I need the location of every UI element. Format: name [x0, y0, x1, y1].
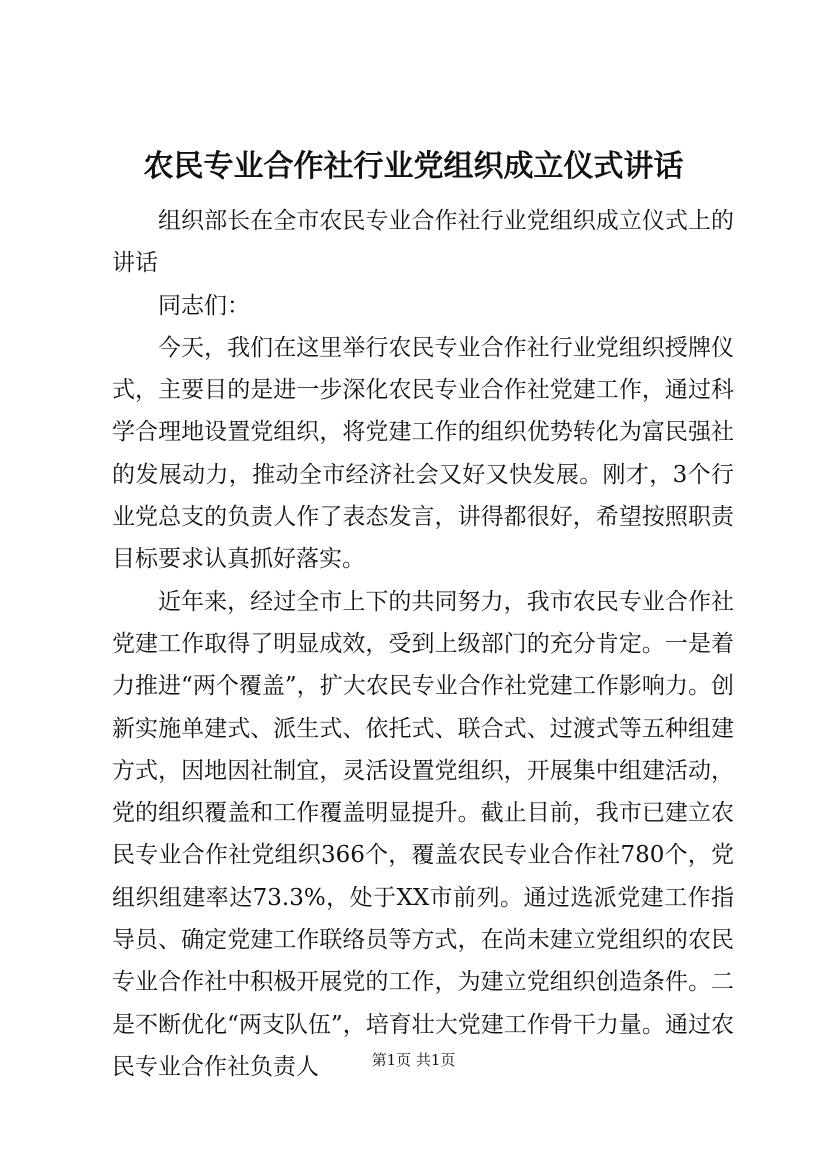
speech-subtitle-paragraph: 组织部长在全市农民专业合作社行业党组织成立仪式上的讲话 — [112, 208, 734, 277]
salutation-paragraph: 同志们： — [158, 292, 250, 319]
body-paragraph-1: 今天，我们在这里举行农民专业合作社行业党组织授牌仪式，主要目的是进一步深化农民专业合作社党建工作，通过科学合理地设置党组织，将党建工作的组织优势转化为富民强社的发展动力，推动全市经济社会又好又快发展。刚才，3个行业党总支的负责人作了表态发言，讲得都很好，希望按照职责目标要求认真抓好落实。 — [112, 334, 734, 573]
document-body — [112, 200, 734, 1088]
document-title: 农民专业合作社行业党组织成立仪式讲话 — [143, 149, 684, 184]
body-paragraph-2: 近年来，经过全市上下的共同努力，我市农民专业合作社党建工作取得了明显成效，受到上级部门的充分肯定。一是着力推进“两个覆盖”，扩大农民专业合作社党建工作影响力。创新实施单建式、派生式、依托式、联合式、过渡式等五种组建方式，因地因社制宜，灵活设置党组织，开展集中组建活动，党的组织覆盖和工作覆盖明显提升。截止目前，我市已建立农民专业合作社党组织366个，覆盖农民专业合作社780个，党组织组建率达73.3%，处于XX市前列。通过选派党建工作指导员、确定党建工作联络员等方式，在尚未建立党组织的农民专业合作社中积极开展党的工作，为建立党组织创造条件。二是不断优化“两支队伍”，培育壮大党建工作骨干力量。通过农民专业合作社负责人 — [112, 588, 734, 1080]
page-footer: 第1页 共1页 — [371, 1051, 456, 1069]
